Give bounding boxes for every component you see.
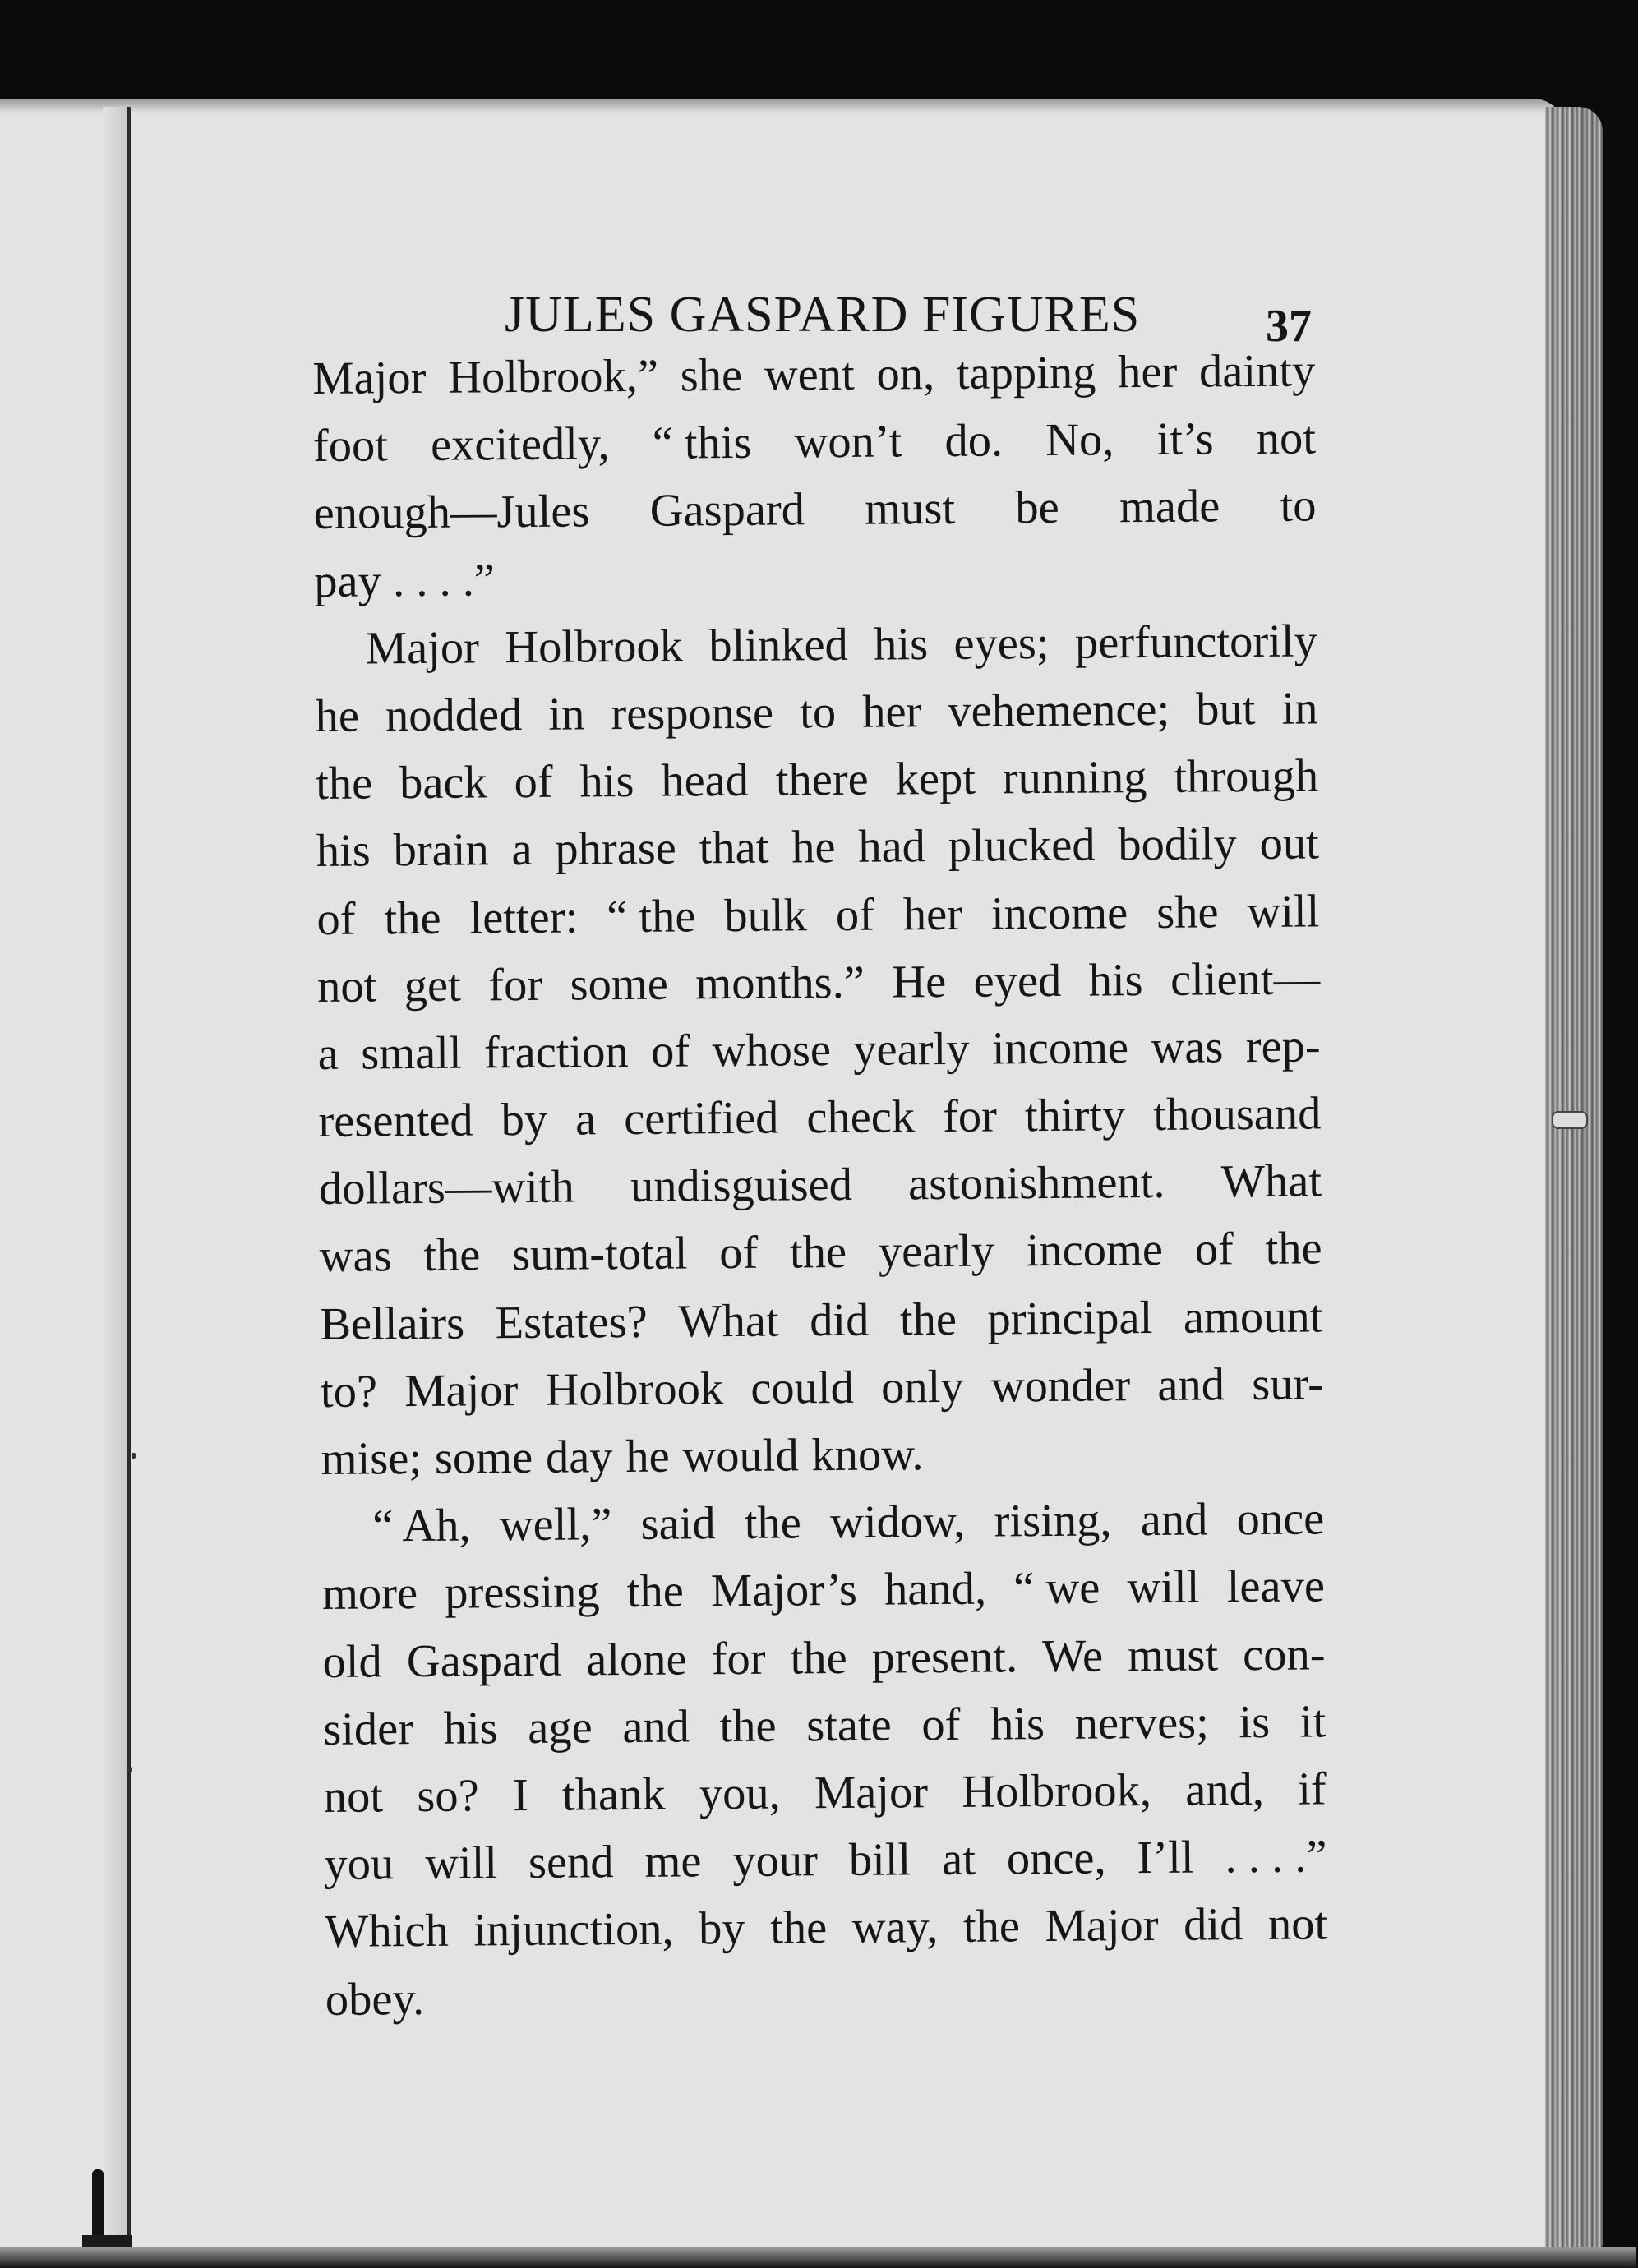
book-page: [0, 99, 1566, 2252]
text-word: . . . .”: [1225, 1831, 1327, 1883]
text-word: of: [650, 1026, 690, 1077]
page-bottom-edge: [0, 2247, 1636, 2268]
text-word: get: [404, 960, 462, 1012]
text-word: We: [1041, 1630, 1104, 1682]
text-word: won’t: [794, 416, 902, 468]
text-word: yearly: [878, 1225, 995, 1279]
text-word: the: [789, 1227, 847, 1279]
text-word: he: [791, 822, 836, 874]
text-word: did: [1183, 1899, 1243, 1952]
text-word: on,: [876, 348, 935, 400]
text-word: to?: [320, 1366, 378, 1418]
text-word: state: [805, 1699, 892, 1752]
text-word: and: [622, 1701, 690, 1753]
text-line: [315, 675, 1318, 750]
text-word: He: [892, 956, 947, 1008]
text-word: bodily: [1118, 818, 1238, 871]
text-word: bulk: [724, 889, 808, 942]
text-word: pressing: [445, 1566, 600, 1620]
text-line: [314, 540, 1317, 615]
text-word: the: [315, 758, 373, 810]
text-word: for: [942, 1090, 998, 1143]
text-word: Major: [814, 1767, 929, 1819]
text-word: only: [880, 1361, 964, 1413]
text-word: so?: [417, 1770, 479, 1822]
text-word: the: [790, 1632, 847, 1685]
text-word: sider: [322, 1703, 414, 1755]
text-word: wonder: [990, 1360, 1131, 1413]
text-line: [316, 810, 1320, 886]
text-word: his: [316, 825, 371, 878]
text-word: sum-total: [511, 1228, 688, 1281]
text-word: he: [315, 690, 360, 742]
text-word: not: [316, 961, 377, 1012]
text-word: “ Ah,: [372, 1500, 471, 1552]
text-word: at: [941, 1833, 976, 1886]
text-line: [313, 405, 1317, 481]
text-word: the: [384, 892, 441, 944]
text-line: [316, 743, 1319, 818]
text-word: nodded: [385, 689, 523, 742]
text-word: for: [487, 959, 543, 1012]
text-word: his: [873, 618, 929, 671]
text-word: thousand: [1153, 1088, 1322, 1141]
text-word: a: [317, 1028, 339, 1080]
text-word: Holbrook,”: [447, 350, 659, 403]
text-word: Major: [312, 352, 427, 404]
text-line: [322, 1620, 1326, 1696]
text-word: mise;: [321, 1432, 422, 1485]
text-word: kept: [895, 753, 976, 805]
page-edge-tab: [1552, 1111, 1588, 1129]
text-word: through: [1174, 750, 1319, 803]
text-word: of: [316, 893, 356, 945]
text-line: [321, 1350, 1324, 1426]
text-word: his: [443, 1703, 498, 1754]
text-word: some: [570, 958, 669, 1011]
text-word: head: [661, 754, 750, 807]
text-word: if: [1297, 1763, 1327, 1815]
text-word: of: [835, 889, 875, 941]
text-word: foot: [312, 420, 389, 472]
text-word: of: [1194, 1224, 1234, 1276]
text-word: must: [864, 483, 956, 536]
text-word: phrase: [555, 823, 677, 876]
text-word: back: [399, 757, 487, 809]
text-word: tapping: [956, 347, 1096, 399]
text-line: [313, 472, 1317, 548]
text-word: What: [678, 1295, 779, 1348]
text-word: must: [1127, 1629, 1219, 1681]
text-word: had: [858, 821, 926, 874]
body-text: [312, 337, 1328, 2033]
text-word: will: [1247, 885, 1320, 938]
text-word: Major’s: [710, 1565, 858, 1617]
stray-speck: [127, 1767, 132, 1772]
text-word: said: [640, 1498, 716, 1551]
text-word: it’s: [1156, 413, 1214, 466]
text-word: he: [625, 1431, 670, 1483]
text-word: not: [1267, 1898, 1328, 1951]
text-word: will: [424, 1837, 498, 1890]
text-word: fraction: [483, 1026, 629, 1079]
text-word: dollars—with: [318, 1161, 575, 1215]
text-word: bill: [848, 1834, 911, 1887]
text-word: made: [1119, 481, 1220, 533]
page-top-shadow: [0, 99, 1566, 113]
text-word: alone: [585, 1634, 687, 1685]
text-word: check: [806, 1091, 916, 1144]
text-word: went: [764, 348, 855, 401]
text-word: in: [1281, 683, 1318, 735]
text-word: a: [574, 1094, 597, 1146]
text-word: was: [319, 1230, 392, 1283]
text-line: [319, 1215, 1322, 1291]
text-word: amount: [1183, 1291, 1323, 1344]
text-word: What: [1220, 1155, 1322, 1208]
text-word: would: [682, 1430, 799, 1482]
text-word: her: [902, 888, 963, 940]
text-word: the: [423, 1229, 481, 1282]
text-word: by: [501, 1094, 548, 1146]
text-word: undisguised: [630, 1159, 853, 1213]
binding-gutter-line: [127, 107, 131, 2243]
text-word: eyes;: [953, 617, 1050, 670]
text-word: his: [990, 1698, 1045, 1750]
text-line: [316, 878, 1320, 953]
text-line: [315, 607, 1318, 683]
text-line: [321, 1418, 1324, 1493]
text-word: the: [962, 1901, 1021, 1953]
text-word: rising,: [994, 1495, 1112, 1547]
text-word: way,: [851, 1902, 939, 1954]
text-word: astonishment.: [907, 1157, 1165, 1210]
text-word: for: [711, 1633, 766, 1685]
text-word: Bellairs: [320, 1298, 465, 1350]
text-word: Estates?: [495, 1296, 648, 1348]
text-word: she: [680, 349, 743, 402]
text-word: sur-: [1251, 1358, 1324, 1410]
text-word: income: [1026, 1224, 1164, 1277]
text-line: [324, 1823, 1327, 1898]
text-line: [320, 1283, 1323, 1358]
page-number: 37: [1266, 301, 1312, 352]
text-word: her: [861, 686, 922, 738]
text-word: once,: [1006, 1832, 1106, 1885]
text-word: the: [626, 1565, 685, 1618]
running-head: [0, 282, 1566, 352]
text-word: “ we: [1013, 1562, 1100, 1615]
text-word: do.: [944, 415, 1004, 468]
text-word: and: [1140, 1494, 1208, 1547]
text-word: thirty: [1024, 1090, 1126, 1142]
text-word: plucked: [948, 819, 1096, 873]
text-word: client—: [1170, 953, 1321, 1006]
text-word: not: [1256, 413, 1317, 465]
text-word: I’ll: [1137, 1832, 1194, 1884]
text-word: and: [1157, 1359, 1225, 1411]
text-word: more: [321, 1568, 418, 1620]
text-word: No,: [1045, 414, 1114, 467]
text-word: Gaspard: [649, 484, 805, 537]
text-word: send: [528, 1837, 614, 1889]
text-word: age: [528, 1702, 593, 1754]
text-word: you,: [699, 1768, 781, 1820]
text-word: certified: [623, 1092, 779, 1146]
text-word: obey.: [325, 1973, 425, 2026]
text-word: eyed: [973, 955, 1062, 1007]
text-word: Major: [1045, 1900, 1159, 1952]
text-word: by: [698, 1903, 745, 1955]
text-word: months.”: [695, 957, 865, 1010]
text-word: con-: [1242, 1628, 1326, 1680]
text-word: well,”: [499, 1499, 612, 1551]
text-word: income: [990, 887, 1128, 940]
text-word: dainty: [1198, 345, 1316, 398]
text-line: [317, 1012, 1321, 1088]
text-word: rep-: [1245, 1021, 1321, 1072]
text-word: blinked: [708, 619, 849, 671]
text-word: the: [719, 1700, 777, 1752]
text-word: was: [1151, 1021, 1224, 1073]
text-word: your: [732, 1835, 819, 1888]
binding-shadow: [103, 107, 127, 2243]
text-word: to: [799, 686, 837, 739]
text-word: a: [511, 824, 533, 876]
text-line: [322, 1553, 1326, 1629]
text-line: [325, 1891, 1328, 1966]
text-word: and,: [1185, 1763, 1265, 1816]
text-word: the: [769, 1902, 828, 1954]
stray-speck: [132, 1453, 136, 1459]
text-word: her: [1117, 346, 1178, 399]
text-word: of: [514, 756, 553, 809]
text-word: day: [545, 1431, 613, 1483]
text-line: [312, 337, 1316, 413]
text-word: perfunctorily: [1074, 615, 1318, 669]
text-line: [318, 1080, 1322, 1155]
text-word: present.: [871, 1630, 1018, 1684]
text-word: letter:: [469, 891, 579, 944]
text-word: excitedly,: [430, 418, 610, 472]
text-word: Holbrook,: [962, 1764, 1152, 1818]
text-word: old: [322, 1635, 383, 1688]
text-word: response: [611, 687, 774, 740]
text-word: Which: [324, 1906, 450, 1958]
text-word: Holbrook: [505, 620, 684, 673]
text-word: Major: [404, 1364, 519, 1417]
text-line: [317, 945, 1321, 1021]
text-word: but: [1196, 683, 1256, 735]
text-word: that: [699, 822, 769, 874]
text-word: widow,: [829, 1496, 966, 1549]
text-word: the: [899, 1293, 957, 1346]
text-word: “ the: [606, 890, 696, 943]
text-word: “ this: [652, 417, 752, 469]
text-word: be: [1015, 482, 1059, 534]
text-word: vehemence;: [948, 684, 1170, 737]
text-word: his: [579, 756, 634, 808]
text-word: pay . . . .”: [314, 554, 496, 607]
text-word: in: [548, 689, 585, 740]
text-word: small: [360, 1027, 462, 1080]
text-word: it: [1299, 1696, 1327, 1748]
text-word: will: [1127, 1561, 1200, 1614]
text-word: there: [775, 754, 869, 806]
text-word: me: [644, 1836, 702, 1888]
text-word: out: [1259, 818, 1320, 870]
text-word: you: [324, 1838, 395, 1891]
text-word: of: [718, 1228, 759, 1279]
text-word: the: [1265, 1223, 1322, 1275]
text-word: whose: [712, 1024, 832, 1077]
text-word: injunction,: [473, 1903, 674, 1957]
text-word: brain: [393, 824, 489, 877]
text-word: his: [1088, 954, 1143, 1007]
text-line: [321, 1486, 1325, 1561]
text-line: [324, 1755, 1327, 1831]
text-word: enough—Jules: [313, 486, 590, 540]
text-word: of: [921, 1699, 961, 1750]
text-word: Major: [365, 622, 480, 675]
text-word: leave: [1226, 1560, 1326, 1613]
text-word: did: [809, 1294, 870, 1346]
stacked-page-edges: [1545, 107, 1603, 2260]
text-word: some: [434, 1431, 533, 1484]
text-word: running: [1002, 752, 1147, 804]
text-word: resented: [318, 1095, 473, 1148]
text-word: Gaspard: [406, 1634, 562, 1687]
text-line: [323, 1688, 1327, 1763]
text-word: Holbrook: [545, 1362, 724, 1416]
text-word: the: [744, 1497, 802, 1550]
text-word: know.: [811, 1429, 924, 1482]
text-word: income: [991, 1022, 1129, 1075]
text-word: yearly: [853, 1023, 970, 1076]
text-word: once: [1236, 1493, 1325, 1546]
text-word: principal: [987, 1292, 1153, 1345]
text-word: I: [512, 1769, 529, 1822]
text-word: nerves;: [1074, 1697, 1210, 1749]
text-word: to: [1280, 480, 1317, 532]
text-line: [325, 1958, 1328, 2034]
text-word: thank: [561, 1768, 666, 1821]
text-line: [319, 1148, 1322, 1224]
text-word: hand,: [884, 1563, 987, 1616]
running-title: JULES GASPARD FIGURES: [505, 287, 1141, 343]
text-word: is: [1239, 1696, 1271, 1748]
text-word: could: [750, 1362, 855, 1414]
text-word: she: [1156, 886, 1219, 938]
text-word: not: [323, 1771, 384, 1823]
